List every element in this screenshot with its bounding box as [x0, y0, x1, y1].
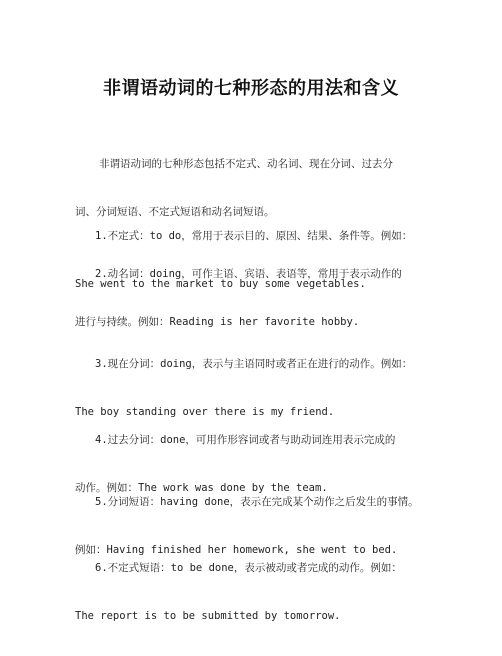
paragraph-line: 例如：Having finished her homework, she went to bed. — [75, 544, 398, 556]
paragraph-line: 动作。例如：The work was done by the team. — [75, 482, 328, 494]
paragraph-line: 进行与持续。例如：Reading is her favorite hobby. — [75, 316, 360, 328]
paragraph-line: 1.不定式：to do，常用于表示目的、原因、结果、条件等。例如： — [95, 230, 413, 242]
paragraph-line: 5.分词短语：having done，表示在完成某个动作之后发生的事情。 — [95, 496, 419, 508]
paragraph-line: The boy standing over there is my friend. — [75, 406, 335, 418]
paragraph-line: 词、分词短语、不定式短语和动名词短语。 — [75, 206, 275, 218]
paragraph-line: 3.现在分词：doing，表示与主语同时或者正在进行的动作。例如： — [95, 358, 413, 370]
paragraph-line: 6.不定式短语：to be done，表示被动或者完成的动作。例如： — [95, 562, 402, 574]
paragraph-line: She went to the market to buy some vegetables. — [75, 278, 366, 290]
paragraph-line: 4.过去分词：done，可用作形容词或者与助动词连用表示完成的 — [95, 434, 396, 446]
paragraph-line: 2.动名词：doing，可作主语、宾语、表语等，常用于表示动作的 — [95, 268, 402, 280]
paragraph-line: 非谓语动词的七种形态包括不定式、动名词、现在分词、过去分 — [99, 158, 393, 170]
paragraph-line: The report is to be submitted by tomorrow. — [75, 610, 341, 622]
paragraph-infinitive-phrase — [75, 528, 435, 656]
document-title: 非谓语动词的七种形态的用法和含义 — [103, 78, 399, 99]
